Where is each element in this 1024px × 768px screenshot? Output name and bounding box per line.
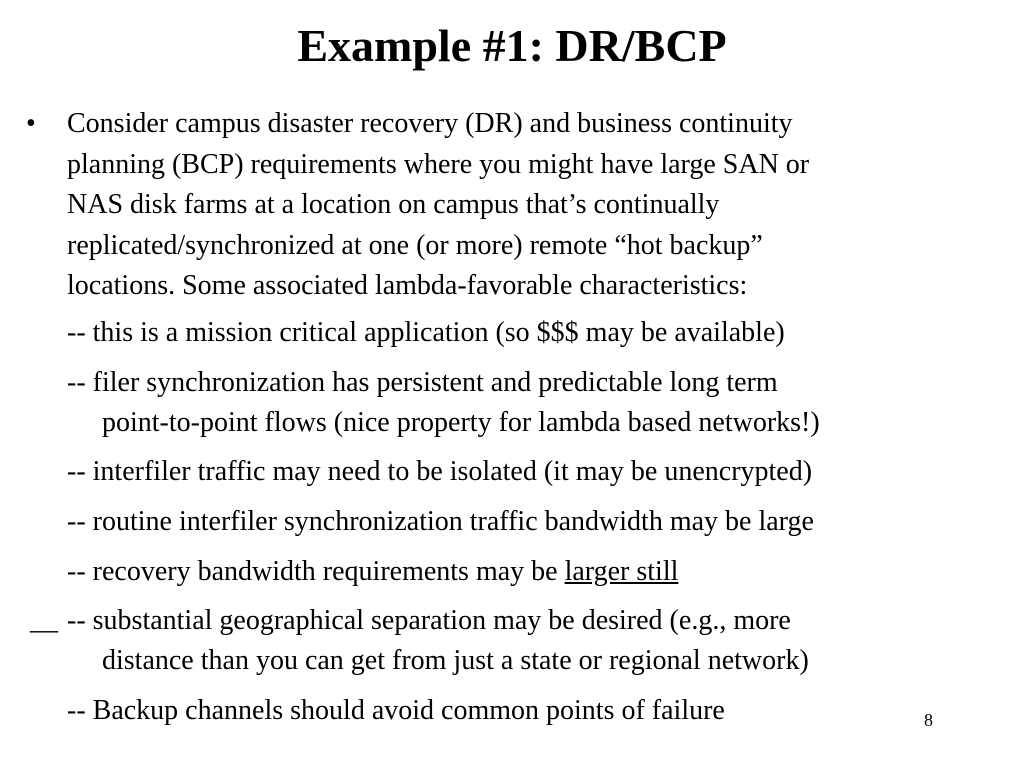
main-bullet-line: replicated/synchronized at one (or more) remote “hot backup” — [67, 229, 763, 261]
sub-item-backup-channels — [67, 691, 725, 731]
sub-item-routine-bandwidth — [67, 502, 814, 542]
slide-title: Example #1: DR/BCP — [297, 20, 727, 71]
main-bullet-line: Consider campus disaster recovery (DR) and business continuity — [67, 108, 793, 139]
sub-item-continuation: point-to-point flows (nice property for lambda based networks!) — [102, 407, 820, 438]
sub-item-text: -- Backup channels should avoid common points of failure — [67, 695, 725, 726]
sub-item-text: -- filer synchronization has persistent and predictable long term — [67, 367, 778, 398]
sub-item-geographical-separation — [67, 601, 809, 681]
sub-item-interfiler-isolation — [67, 452, 812, 492]
sub-item-text: -- this is a mission critical application (so $$$ may be available) — [67, 317, 785, 348]
sub-item-text: -- recovery bandwidth requirements may be — [67, 556, 565, 587]
main-bullet-line: planning (BCP) requirements where you might have large SAN or — [67, 148, 810, 180]
main-bullet-text — [67, 104, 987, 307]
page-number: 8 — [924, 710, 933, 730]
blank-marker: __ — [30, 605, 58, 636]
sub-item-text: -- interfiler traffic may need to be isolated (it may be unencrypted) — [67, 456, 813, 487]
sub-item-recovery-bandwidth — [67, 552, 678, 592]
sub-item-text: -- substantial geographical separation may be desired (e.g., more — [67, 605, 791, 636]
sub-item-text: -- routine interfiler synchronization traffic bandwidth may be large — [67, 506, 814, 537]
sub-item-filer-synchronization — [67, 363, 820, 443]
emphasis-underlined-text: larger still — [564, 556, 679, 587]
bullet-icon: • — [26, 108, 36, 139]
main-bullet-line: locations. Some associated lambda-favorable characteristics: — [67, 270, 748, 301]
sub-item-mission-critical — [67, 313, 785, 353]
main-bullet-line: NAS disk farms at a location on campus that’s continually — [67, 189, 720, 220]
sub-item-continuation: distance than you can get from just a state or regional network) — [102, 645, 809, 676]
